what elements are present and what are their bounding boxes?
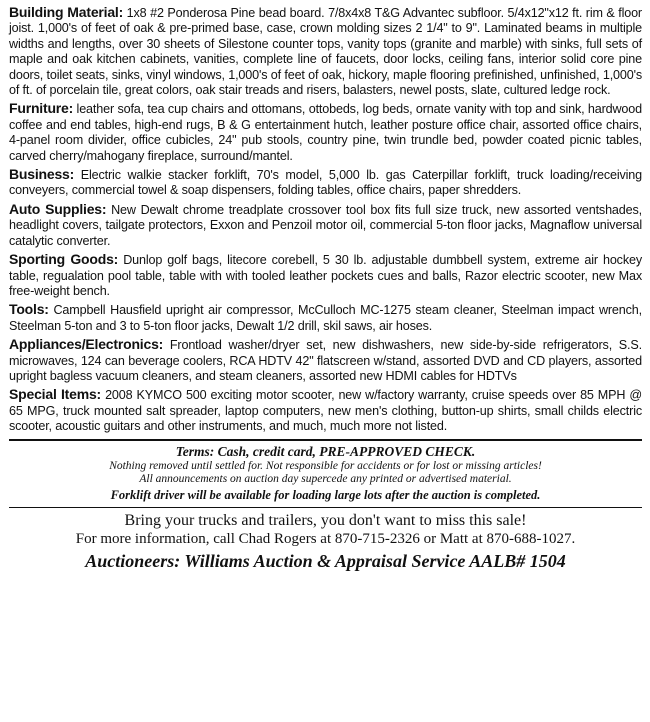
section-sporting-goods xyxy=(9,252,642,299)
section-special-items xyxy=(9,387,642,434)
category-text: Campbell Hausfield upright air compressor, McCulloch MC-1275 steam cleaner, Steelman impact wrench, Steelman 5-ton and 3 to 5-ton floor jacks, Dewalt 1/2 drill, skil saws, air hoses. xyxy=(9,303,642,333)
category-text: leather sofa, tea cup chairs and ottomans, ottobeds, log beds, ornate vanity with top and sink, hardwood coffee and end tables, high-end rugs, B & G entertainment hutch, leather posture office chair, assorted office chairs, 4-panel room divider, office cubicles, 24" pub stools, country pine, twin trundle bed, powder coated picnic tables, carved cherry/mahogany fireplace, surround/mantel. xyxy=(9,102,642,163)
section-auto-supplies xyxy=(9,202,642,249)
section-tools xyxy=(9,302,642,334)
category-text: Frontload washer/dryer set, new dishwashers, new side-by-side refrigerators, S.S. microwaves, 124 can beverage coolers, RCA HDTV 42" flatscreen w/stand, assorted DVD and CD players, assorted upright bagless vacuum cleaners, and steam cleaners, assorted new HDMI cables for HDTVs xyxy=(9,338,642,383)
contact-info: For more information, call Chad Rogers at 870-715-2326 or Matt at 870-688-1027. xyxy=(75,530,576,547)
section-divider xyxy=(9,439,642,441)
category-title: Auto Supplies: xyxy=(9,200,107,217)
category-title: Sporting Goods: xyxy=(9,251,119,268)
section-building-material xyxy=(9,5,642,98)
disclaimer-line: All announcements on auction day supercede any printed or advertised material. xyxy=(139,472,512,485)
category-text: 2008 KYMCO 500 exciting motor scooter, new w/factory warranty, cruise speeds over 85 MPH @ 65 MPG, truck mounted salt spreader, laptop computers, new men's clothing, button-up shirts, small childs electric scooter, acoustic guitars and other instruments, and much, much more not listed. xyxy=(9,388,642,434)
category-title: Appliances/Electronics: xyxy=(9,336,164,353)
section-furniture xyxy=(9,101,642,164)
category-text: 1x8 #2 Ponderosa Pine bead board. 7/8x4x8 T&G Advantec subfloor. 5/4x12"x12 ft. rim & floor joist. 1,000's of feet of oak & pre-primed base, case, crown molding sizes 2 1/4" to 9". Laminated beams in multiple widths and lengths, over 30 sheets of Silestone counter tops, vanity tops (granite and marble) with sinks, full sets of maple and oak kitchen cabinets, vanities, complete line of faucets, door locks, ceiling fans, interior solid core pine doors, toilet seats, sinks, vinyl windows, 1,000's of feet of oak, hickory, maple flooring prefinished, unfinished, 1,000's of ft. of porcelain tile, great colors, oak stair treads and risers, balasters, newel posts, slate, cultured ledge rock. xyxy=(9,6,642,98)
category-text: New Dewalt chrome treadplate crossover tool box fits full size truck, new assorted ventshades, headlight covers, tailgate protectors, Exxon and Penzoil motor oil, commercial 5-ton floor jacks, Magnaflow universal catalytic converter. xyxy=(9,202,642,248)
footer-divider xyxy=(9,507,642,508)
category-title: Building Material: xyxy=(9,4,124,20)
auction-footer xyxy=(9,444,642,572)
section-business xyxy=(9,167,642,199)
forklift-notice: Forklift driver will be available for loading large lots after the auction is completed. xyxy=(110,487,541,502)
category-title: Business: xyxy=(9,166,75,183)
category-title: Special Items: xyxy=(9,386,102,403)
category-title: Furniture: xyxy=(9,100,74,117)
category-text: Dunlop golf bags, litecore corebell, 5 30 lb. adjustable dumbbell system, extreme air hockey table, regualation pool table, table with with tooled leather pockets cues and balls, Razor electric scooter, new Max free-weight bench. xyxy=(9,253,642,298)
section-appliances-electronics xyxy=(9,337,642,384)
category-text: Electric walkie stacker forklift, 70's model, 5,000 lb. gas Caterpillar forklift, truck loading/receiving conveyers, commercial towel & soap dispensers, folding tables, office chairs, paper shredders. xyxy=(9,168,642,198)
auctioneers-line: Auctioneers: Williams Auction & Appraisal Service AALB# 1504 xyxy=(85,550,566,571)
category-title: Tools: xyxy=(9,301,49,318)
bring-trucks-notice: Bring your trucks and trailers, you don't want to miss this sale! xyxy=(124,511,527,529)
disclaimer-line: Nothing removed until settled for. Not responsible for accidents or for lost or missing articles! xyxy=(109,459,542,472)
payment-terms: Terms: Cash, credit card, PRE-APPROVED CHECK. xyxy=(175,443,476,459)
